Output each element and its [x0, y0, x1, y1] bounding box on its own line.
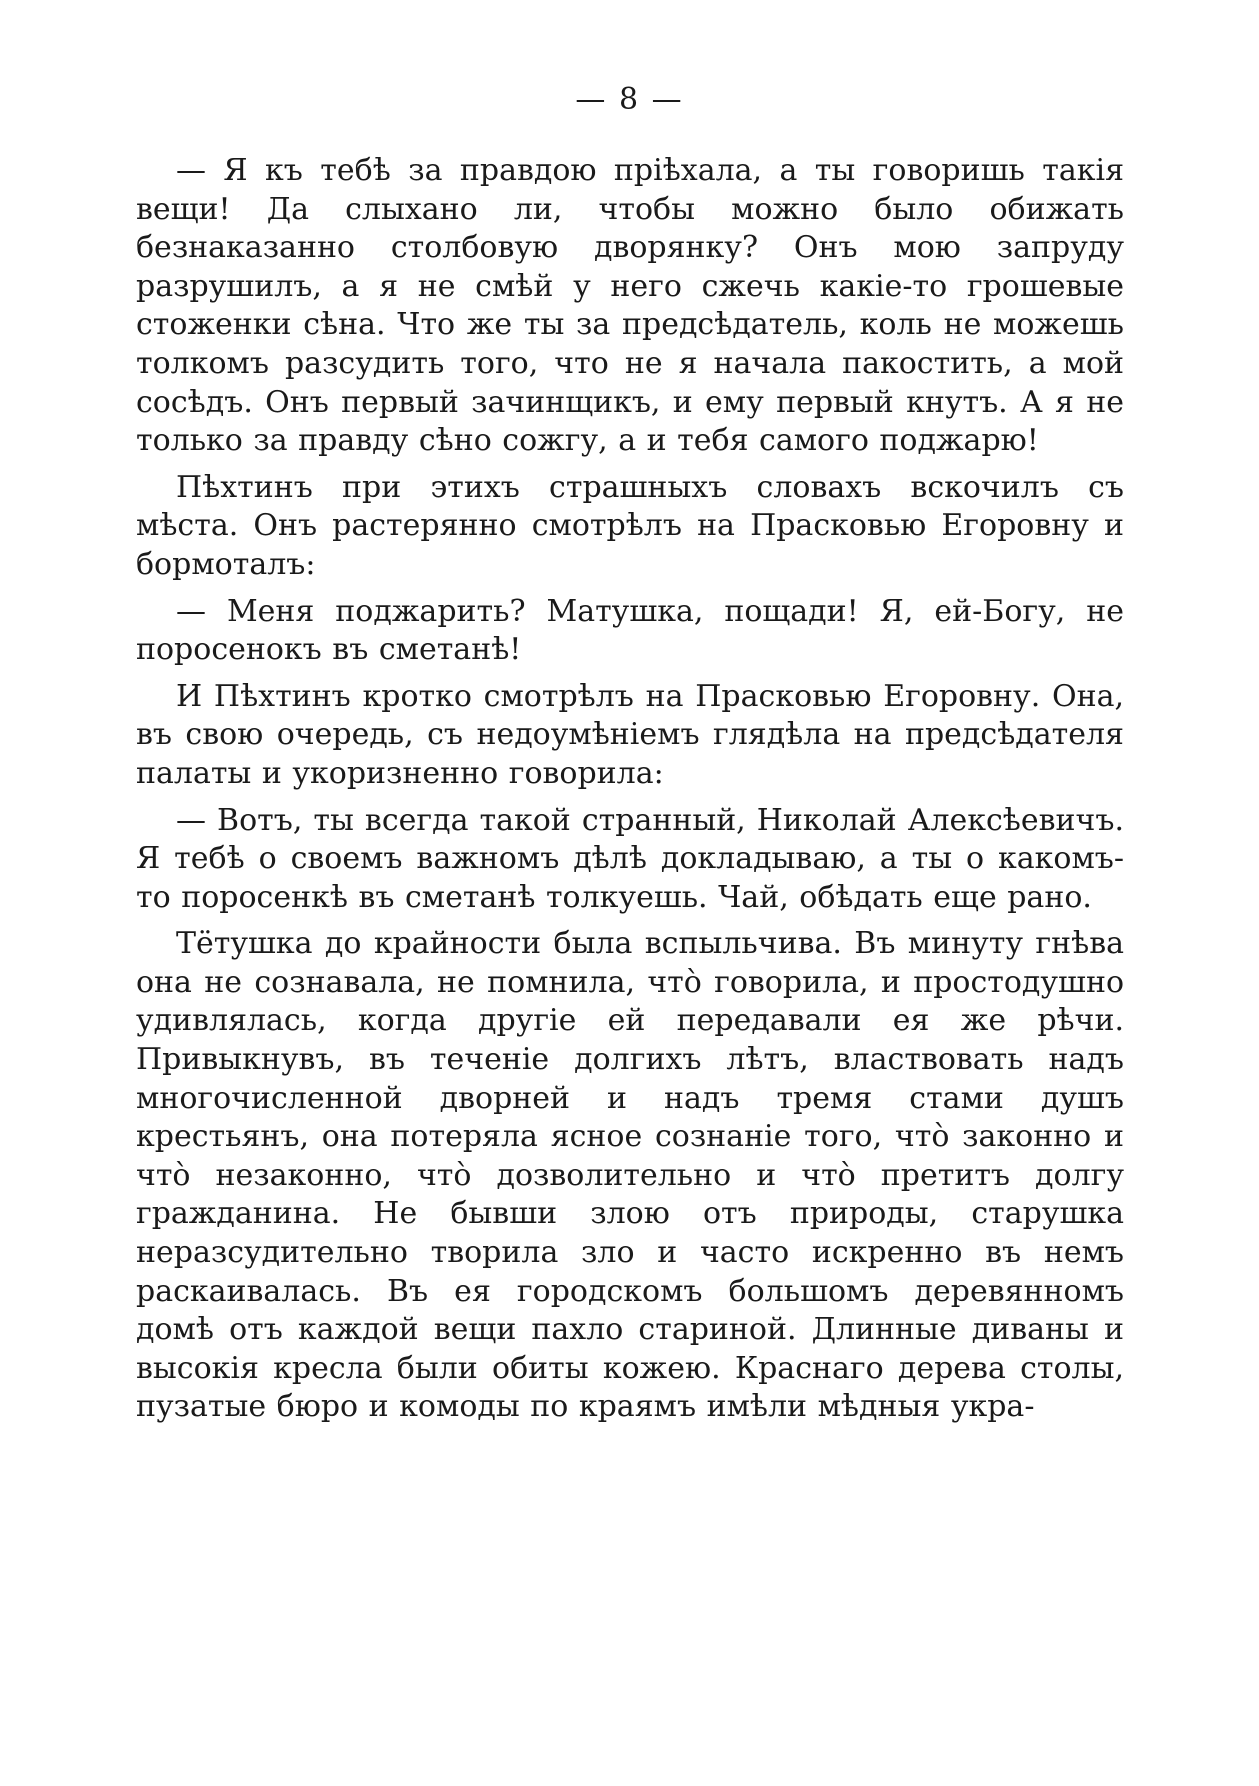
- page-number: — 8 —: [575, 82, 684, 117]
- paragraph: — Я къ тебѣ за правдою пріѣхала, а ты говоришь такія вещи! Да слыхано ли, чтобы можно было обижать безнаказанно столбовую дворянку? Онъ мою запруду разрушилъ, а я не смѣй у него сжечь какіе-то грошевые стоженки сѣна. Что же ты за предсѣдатель, коль не можешь толкомъ разсудить того, что не я начала пакостить, а мой сосѣдъ. Онъ первый зачинщикъ, и ему первый кнутъ. А я не только за правду сѣно сожгу, а и тебя самого поджарю!: [136, 153, 1124, 459]
- paragraph: Тётушка до крайности была вспыльчива. Въ минуту гнѣва она не сознавала, не помнила, что̀ говорила, и простодушно удивлялась, когда другіе ей передавали ея же рѣчи. Привыкнувъ, въ теченіе долгихъ лѣтъ, властвовать надъ многочисленной дворней и надъ тремя стами душъ крестьянъ, она потеряла ясное сознаніе того, что̀ законно и что̀ незаконно, что̀ дозволительно и что̀ претитъ долгу гражданина. Не бывши злою отъ природы, старушка неразсудительно творила зло и часто искренно въ немъ раскаивалась. Въ ея городскомъ большомъ деревянномъ домѣ отъ каждой вещи пахло стариной. Длинные диваны и высокія кресла были обиты кожею. Краснаго дерева столы, пузатые бюро и комоды по краямъ имѣли мѣдныя укра-: [136, 926, 1124, 1425]
- paragraph: И Пѣхтинъ кротко смотрѣлъ на Прасковью Егоровну. Она, въ свою очередь, съ недоумѣніемъ глядѣла на предсѣдателя палаты и укоризненно говорила:: [136, 678, 1124, 791]
- paragraph: Пѣхтинъ при этихъ страшныхъ словахъ вскочилъ съ мѣста. Онъ растерянно смотрѣлъ на Прасковью Егоровну и бормоталъ:: [136, 469, 1124, 582]
- paragraph: — Вотъ, ты всегда такой странный, Николай Алексѣевичъ. Я тебѣ о своемъ важномъ дѣлѣ докладываю, а ты о какомъ-то поросенкѣ въ сметанѣ толкуешь. Чай, обѣдать еще рано.: [136, 802, 1124, 915]
- body-text: [136, 152, 1124, 1435]
- paragraph: — Меня поджарить? Матушка, пощади! Я, ей-Богу, не поросенокъ въ сметанѣ!: [136, 593, 1124, 668]
